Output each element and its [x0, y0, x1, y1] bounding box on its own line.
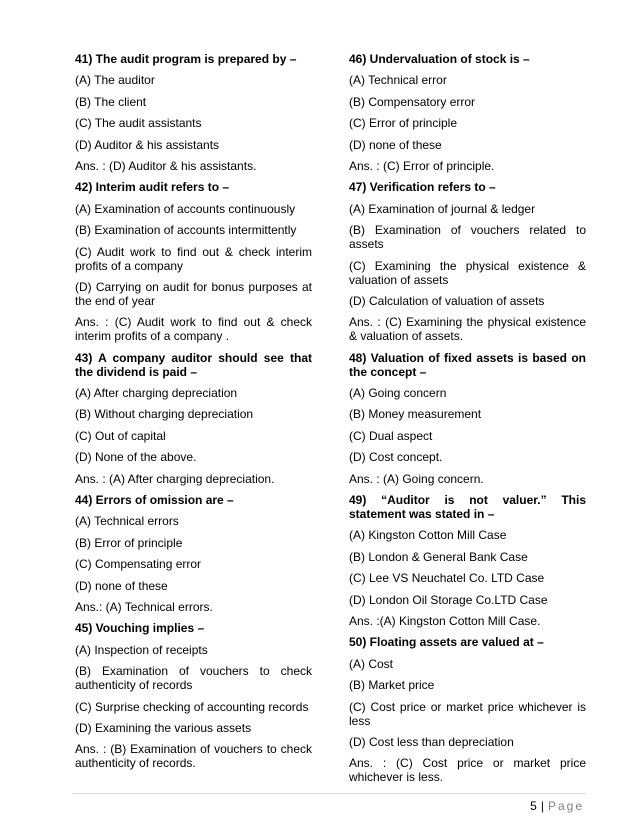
- question-heading: 49) “Auditor is not valuer.” This statement was stated in –: [349, 493, 586, 522]
- answer-line: (D) Cost concept.: [349, 450, 443, 465]
- question-heading: 48) Valuation of fixed assets is based on the concept –: [349, 350, 586, 379]
- answer-line: (C) Examining the physical existence & valuation of assets: [349, 258, 586, 287]
- answer-line: (C) Out of capital: [75, 428, 166, 443]
- answer-line: Ans. : (C) Error of principle.: [349, 158, 495, 173]
- question-heading: 42) Interim audit refers to –: [75, 180, 230, 195]
- answer-line: (D) Examining the various assets: [75, 720, 252, 735]
- answer-line: (D) London Oil Storage Co.LTD Case: [349, 592, 548, 607]
- question-heading: 44) Errors of omission are –: [75, 493, 234, 508]
- question-heading: 45) Vouching implies –: [75, 621, 205, 636]
- answer-line: Ans.: (A) Technical errors.: [75, 599, 213, 614]
- answer-line: (A) Technical errors: [75, 514, 179, 529]
- answer-line: (C) Surprise checking of accounting records: [75, 699, 309, 714]
- answer-line: (A) Kingston Cotton Mill Case: [349, 528, 507, 543]
- answer-line: Ans. : (A) Going concern.: [349, 471, 484, 486]
- answer-line: (A) Technical error: [349, 73, 447, 88]
- answer-line: (C) Compensating error: [75, 557, 202, 572]
- question-heading: 50) Floating assets are valued at –: [349, 635, 544, 650]
- answer-line: (A) Going concern: [349, 386, 447, 401]
- question-heading: 41) The audit program is prepared by –: [75, 52, 297, 66]
- answer-line: (A) Cost: [349, 656, 394, 671]
- answer-line: Ans. : (B) Examination of vouchers to check authenticity of records.: [75, 742, 312, 771]
- answer-line: Ans. : (C) Cost price or market price whichever is less.: [349, 756, 586, 785]
- answer-line: (C) Error of principle: [349, 116, 458, 131]
- answer-line: (D) None of the above.: [75, 450, 197, 465]
- answer-line: (B) Compensatory error: [349, 94, 476, 109]
- answer-line: (D) Cost less than depreciation: [349, 734, 514, 749]
- answer-line: (D) none of these: [349, 137, 442, 152]
- answer-line: Ans. : (C) Examining the physical existence & valuation of assets.: [349, 315, 586, 344]
- footer-separator: |: [540, 799, 544, 813]
- right-column: [349, 52, 586, 792]
- answer-line: (A) Examination of journal & ledger: [349, 201, 536, 216]
- answer-line: (D) Carrying on audit for bonus purposes at the end of year: [75, 279, 312, 308]
- answer-line: (B) Examination of accounts intermittently: [75, 223, 297, 238]
- answer-line: (B) Without charging depreciation: [75, 407, 254, 422]
- answer-line: (D) none of these: [75, 578, 168, 593]
- answer-line: (A) The auditor: [75, 73, 155, 88]
- answer-line: (A) Examination of accounts continuously: [75, 201, 296, 216]
- answer-line: Ans. : (D) Auditor & his assistants.: [75, 158, 257, 173]
- answer-line: Ans. : (A) After charging depreciation.: [75, 471, 275, 486]
- answer-line: (D) Auditor & his assistants: [75, 137, 220, 152]
- answer-line: Ans. :(A) Kingston Cotton Mill Case.: [349, 613, 541, 628]
- answer-line: (B) Examination of vouchers related to assets: [349, 223, 586, 252]
- answer-line: (D) Calculation of valuation of assets: [349, 293, 545, 308]
- answer-line: (C) Audit work to find out & check interim profits of a company: [75, 244, 312, 273]
- page-label: Page: [547, 799, 584, 813]
- answer-line: (B) London & General Bank Case: [349, 549, 528, 564]
- footer-divider: [72, 793, 586, 794]
- answer-line: (B) The client: [75, 94, 147, 109]
- answer-line: (B) Examination of vouchers to check authenticity of records: [75, 664, 312, 693]
- page-number: 5: [530, 799, 537, 813]
- question-heading: 43) A company auditor should see that the dividend is paid –: [75, 350, 312, 379]
- answer-line: (B) Market price: [349, 678, 435, 693]
- answer-line: (B) Error of principle: [75, 535, 183, 550]
- answer-line: (C) Dual aspect: [349, 428, 433, 443]
- question-heading: 47) Verification refers to –: [349, 180, 496, 195]
- answer-line: (A) After charging depreciation: [75, 386, 238, 401]
- answer-line: (C) Cost price or market price whichever is less: [349, 699, 586, 728]
- answer-line: (B) Money measurement: [349, 407, 482, 422]
- page-footer: [530, 799, 584, 813]
- question-heading: 46) Undervaluation of stock is –: [349, 52, 530, 66]
- answer-line: (C) Lee VS Neuchatel Co. LTD Case: [349, 571, 545, 586]
- answer-line: (A) Inspection of receipts: [75, 642, 208, 657]
- answer-line: (C) The audit assistants: [75, 116, 202, 131]
- left-column: [75, 52, 312, 778]
- answer-line: Ans. : (C) Audit work to find out & check interim profits of a company .: [75, 315, 312, 344]
